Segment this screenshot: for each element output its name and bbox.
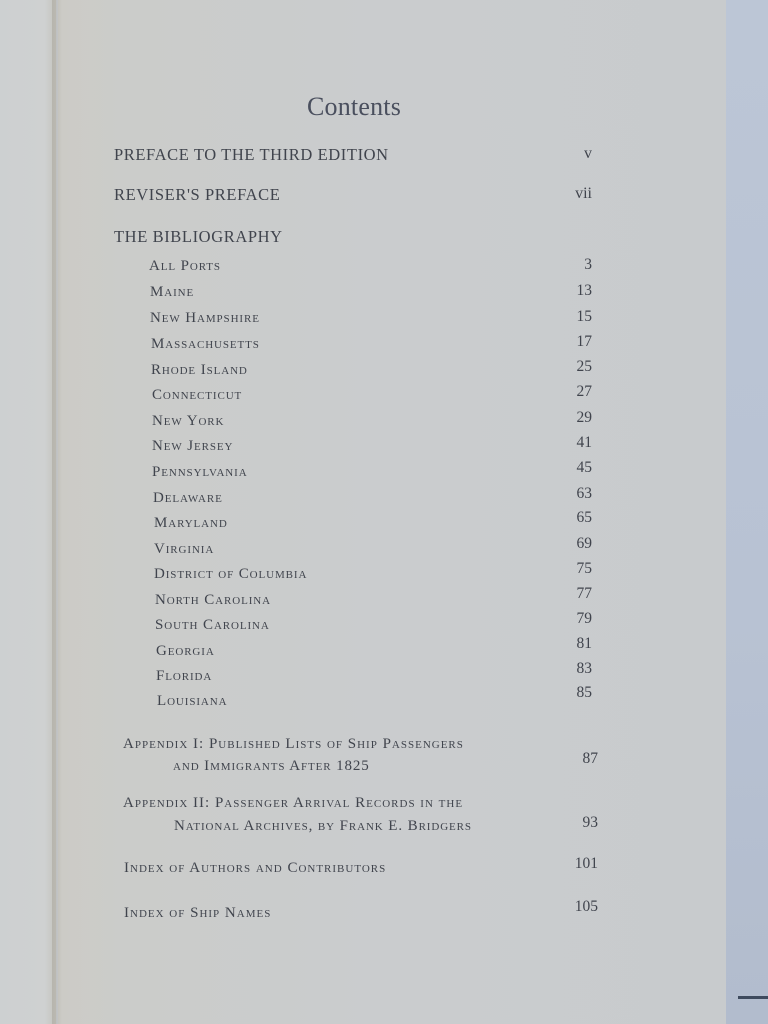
toc-entry-label: All Ports bbox=[149, 258, 221, 274]
toc-entry-state bbox=[0, 383, 768, 411]
toc-entry-label-line2: National Archives, by Frank E. Bridgers bbox=[174, 818, 472, 834]
toc-entry-page: 29 bbox=[576, 409, 592, 426]
toc-entry-label: Maryland bbox=[154, 515, 228, 531]
toc-entry-state bbox=[0, 310, 768, 334]
toc-entry-state bbox=[0, 660, 768, 692]
toc-entry-page: 63 bbox=[576, 485, 592, 502]
toc-entry-state bbox=[0, 258, 768, 282]
contents-heading: Contents bbox=[306, 92, 402, 121]
toc-entry-label: Florida bbox=[156, 668, 213, 684]
toc-entry-label: THE BIBLIOGRAPHY bbox=[114, 227, 283, 246]
toc-entry-state bbox=[0, 560, 768, 590]
toc-entry-label-line1: Appendix I: Published Lists of Ship Passengers bbox=[123, 736, 464, 752]
toc-entry-label: Virginia bbox=[154, 541, 215, 557]
toc-entry-index-authors bbox=[0, 855, 768, 884]
toc-entry-label: Connecticut bbox=[152, 387, 243, 403]
toc-entry-page: 3 bbox=[584, 256, 592, 273]
toc-entry-label: Delaware bbox=[153, 490, 223, 506]
toc-entry-label: Massachusetts bbox=[151, 336, 260, 352]
toc-entry-page: 77 bbox=[576, 585, 592, 602]
toc-entry-page: 17 bbox=[576, 333, 592, 350]
toc-entry-label: New Hampshire bbox=[150, 310, 260, 326]
toc-entry-label: REVISER'S PREFACE bbox=[114, 185, 281, 204]
toc-entry-state bbox=[0, 409, 768, 437]
toc-entry-state bbox=[0, 610, 768, 641]
toc-entry-revisers-preface bbox=[0, 185, 768, 209]
toc-entry-label-line1: Appendix II: Passenger Arrival Records in the bbox=[123, 795, 464, 811]
toc-entry-index-ship-names bbox=[0, 898, 768, 929]
toc-entry-label: New Jersey bbox=[152, 438, 234, 454]
toc-entry-state bbox=[0, 485, 768, 514]
toc-entry-label: District of Columbia bbox=[154, 566, 308, 582]
toc-entry-state bbox=[0, 684, 768, 717]
toc-entry-state bbox=[0, 358, 768, 386]
toc-entry-label: South Carolina bbox=[155, 617, 270, 633]
toc-entry-page: 79 bbox=[576, 610, 592, 627]
toc-entry-page: 15 bbox=[576, 308, 592, 325]
toc-entry-page: 101 bbox=[574, 855, 598, 872]
toc-entry-page: v bbox=[584, 145, 592, 162]
toc-entry-state bbox=[0, 434, 768, 462]
toc-entry-label: North Carolina bbox=[155, 592, 271, 608]
toc-entry-bibliography bbox=[0, 227, 768, 251]
toc-entry-label: Maine bbox=[150, 284, 195, 300]
toc-entry-label: Index of Ship Names bbox=[124, 905, 272, 921]
toc-entry-page: 87 bbox=[582, 750, 598, 767]
toc-entry-page: 25 bbox=[576, 358, 592, 375]
toc-entry-state bbox=[0, 585, 768, 616]
toc-entry-page: 69 bbox=[576, 535, 592, 552]
toc-entry-appendix-2 bbox=[0, 795, 768, 843]
toc-entry-state bbox=[0, 635, 768, 667]
toc-entry-page: 27 bbox=[576, 383, 592, 400]
toc-entry-state bbox=[0, 284, 768, 308]
toc-entry-page: 105 bbox=[574, 898, 598, 915]
toc-entry-page: 85 bbox=[576, 684, 592, 701]
toc-entry-page: 75 bbox=[576, 560, 592, 577]
toc-entry-page: 41 bbox=[576, 434, 592, 451]
toc-entry-page: 45 bbox=[576, 459, 592, 476]
toc-entry-preface-third-edition bbox=[0, 145, 768, 169]
toc-entry-page: 65 bbox=[576, 509, 592, 526]
toc-entry-label: Louisiana bbox=[157, 693, 228, 709]
toc-entry-label: PREFACE TO THE THIRD EDITION bbox=[114, 145, 389, 164]
toc-entry-page: 93 bbox=[582, 814, 598, 831]
toc-entry-label: Index of Authors and Contributors bbox=[124, 860, 387, 876]
toc-entry-state bbox=[0, 535, 768, 565]
toc-entry-appendix-1 bbox=[0, 736, 768, 784]
toc-entry-label: New York bbox=[152, 413, 225, 429]
toc-entry-state bbox=[0, 509, 768, 539]
toc-entry-label: Rhode Island bbox=[151, 362, 248, 378]
toc-entry-page: 81 bbox=[576, 635, 592, 652]
background-edge-line bbox=[738, 996, 768, 999]
toc-entry-label: Georgia bbox=[156, 643, 215, 659]
toc-entry-label-line2: and Immigrants After 1825 bbox=[173, 758, 370, 774]
toc-entry-label: Pennsylvania bbox=[152, 464, 248, 480]
toc-entry-page: vii bbox=[575, 185, 592, 202]
toc-entry-page: 13 bbox=[576, 282, 592, 299]
toc-entry-state bbox=[0, 459, 768, 488]
toc-entry-page: 83 bbox=[576, 660, 592, 677]
toc-entry-state bbox=[0, 333, 768, 360]
